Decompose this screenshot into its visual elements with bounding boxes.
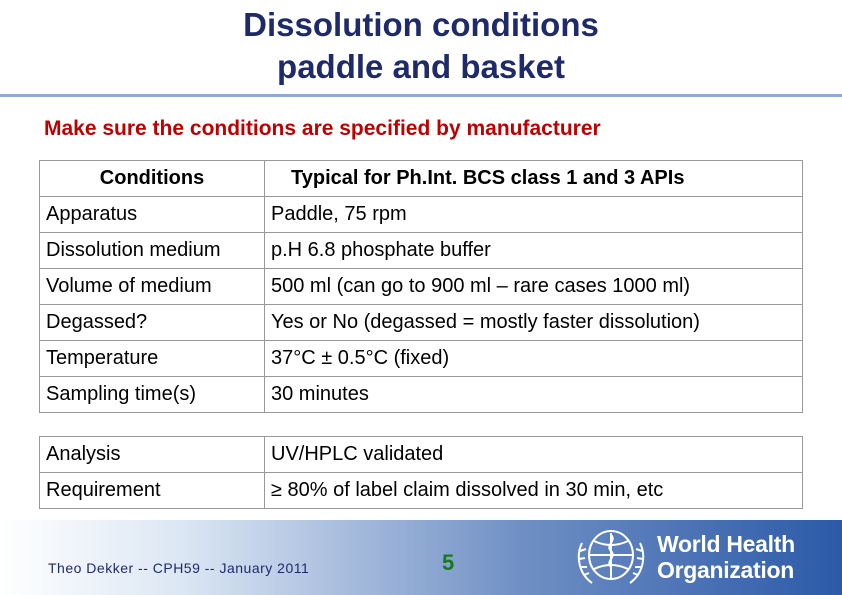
table-row	[40, 437, 803, 473]
page-number: 5	[442, 550, 455, 575]
title-line-1: Dissolution conditions	[243, 6, 599, 43]
table-row	[40, 377, 803, 413]
title-divider	[0, 94, 842, 97]
condition-value: p.H 6.8 phosphate buffer	[265, 233, 803, 269]
condition-value: 500 ml (can go to 900 ml – rare cases 1000 ml)	[265, 269, 803, 305]
org-name-line-1: World Health	[657, 531, 795, 557]
condition-label: Dissolution medium	[40, 233, 265, 269]
condition-label: Degassed?	[40, 305, 265, 341]
condition-label: Temperature	[40, 341, 265, 377]
who-wordmark	[657, 531, 795, 583]
analysis-table	[39, 436, 803, 509]
condition-label: Sampling time(s)	[40, 377, 265, 413]
who-emblem-icon	[570, 521, 652, 593]
table-row	[40, 197, 803, 233]
condition-value: Paddle, 75 rpm	[265, 197, 803, 233]
header-cell-typical: Typical for Ph.Int. BCS class 1 and 3 APIs	[265, 161, 803, 197]
table-row	[40, 269, 803, 305]
slide-title	[0, 4, 842, 88]
condition-value: 30 minutes	[265, 377, 803, 413]
table-row	[40, 341, 803, 377]
condition-label: Volume of medium	[40, 269, 265, 305]
footer-credit: Theo Dekker -- CPH59 -- January 2011	[48, 560, 310, 576]
analysis-label: Analysis	[40, 437, 265, 473]
table-header-row	[40, 161, 803, 197]
header-cell-conditions: Conditions	[40, 161, 265, 197]
condition-value: 37°C ± 0.5°C (fixed)	[265, 341, 803, 377]
title-line-2: paddle and basket	[277, 48, 565, 85]
table-row	[40, 473, 803, 509]
slide-subtitle: Make sure the conditions are specified by manufacturer	[44, 117, 601, 140]
analysis-value: UV/HPLC validated	[265, 437, 803, 473]
requirement-label: Requirement	[40, 473, 265, 509]
condition-value: Yes or No (degassed = mostly faster dissolution)	[265, 305, 803, 341]
requirement-value: ≥ 80% of label claim dissolved in 30 min, etc	[265, 473, 803, 509]
conditions-table	[39, 160, 803, 413]
condition-label: Apparatus	[40, 197, 265, 233]
table-row	[40, 305, 803, 341]
org-name-line-2: Organization	[657, 557, 794, 583]
table-row	[40, 233, 803, 269]
